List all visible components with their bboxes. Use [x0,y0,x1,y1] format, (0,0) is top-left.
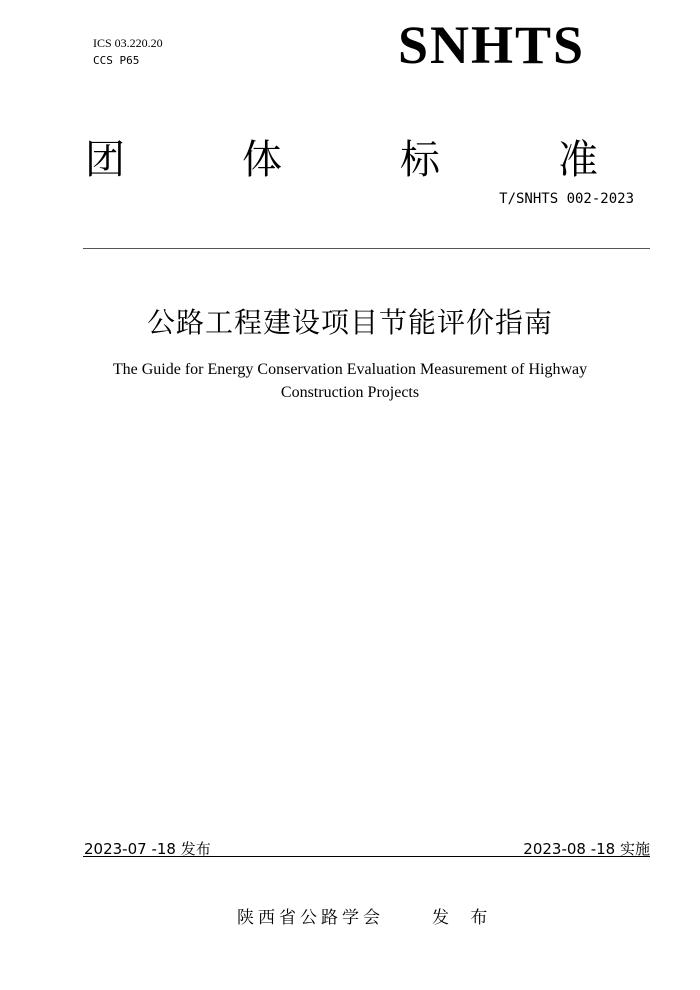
standard-type-char: 标 [400,137,440,183]
ics-code: ICS 03.220.20 [93,36,163,50]
document-title-english-line1: The Guide for Energy Conservation Evaluation Measurement of Highway [112,361,588,378]
issue-date: 2023-07 -18 发布 [84,840,211,858]
publisher-name: 陕西省公路学会 [237,908,384,928]
ccs-code: CCS P65 [93,54,140,67]
standard-type-char: 准 [558,137,598,183]
brand-logo-text: SNHTS [398,15,586,75]
document-title-english-line2: Construction Projects [280,384,420,401]
implementation-date: 2023-08 -18 实施 [523,840,650,858]
standard-number: T/SNHTS 002-2023 [499,191,634,207]
standard-type-char: 体 [242,137,282,183]
standard-type-char: 团 [85,137,125,183]
header-divider [83,248,650,249]
footer-divider [83,856,650,857]
publish-label: 发 布 [432,908,496,928]
document-title-chinese: 公路工程建设项目节能评价指南 [146,306,553,339]
